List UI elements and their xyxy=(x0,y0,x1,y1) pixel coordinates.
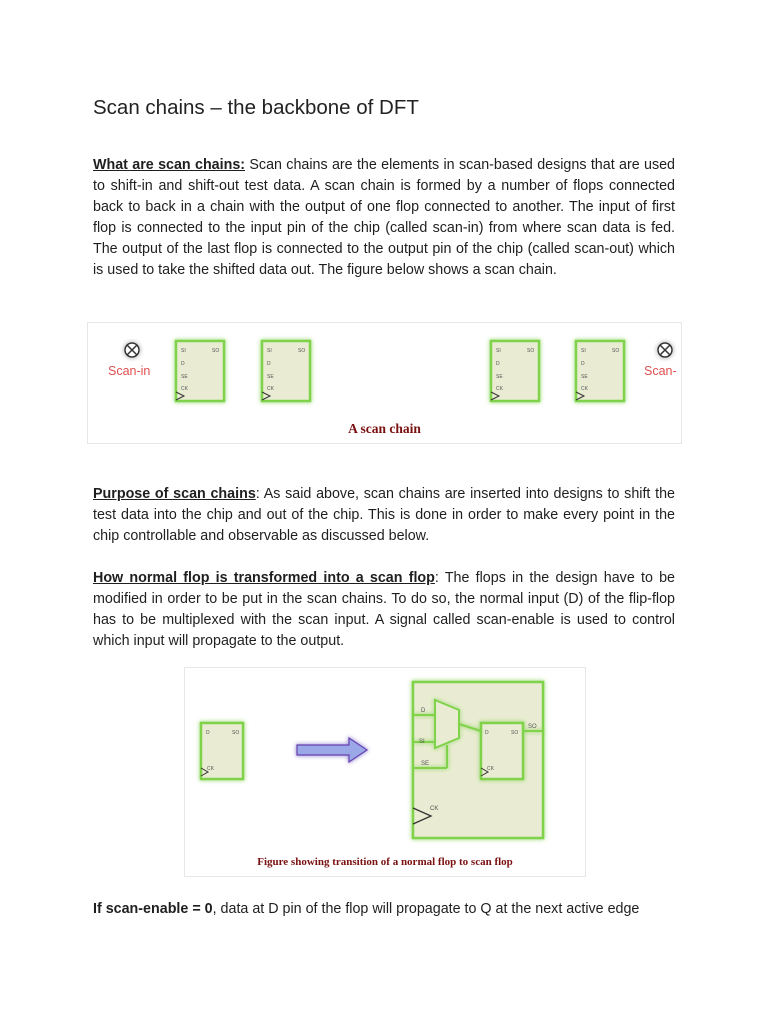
flop-ck-pin: CK xyxy=(496,386,503,392)
scan-flop-1 xyxy=(176,341,224,401)
if-se-text: , data at D pin of the flop will propagate to Q at the next active edge xyxy=(212,901,640,917)
transform-arrow-icon xyxy=(297,738,367,762)
what-text: Scan chains are the elements in scan-based designs that are used to shift-in and shift-out test data. A scan chain is formed by a number of flops connected back to back in a chain with the output of one flop connected to another. The input of first flop is connected to the input pin of the chip (called scan-in) from where scan data is fed. The output of the last flop is connected to the output pin of the chip (called scan-out) which is used to take the shifted data out. The figure below shows a scan chain. xyxy=(93,157,675,278)
flop-so-pin: SO xyxy=(527,348,535,354)
flop-se-pin: SE xyxy=(267,374,274,380)
scan-flop-d-pin: D xyxy=(421,708,426,714)
how-heading: How normal flop is transformed into a scan flop xyxy=(93,570,435,586)
flop-ck-pin: CK xyxy=(181,386,188,392)
flop-d-pin: D xyxy=(581,361,585,367)
inner-flop-so-pin: SO xyxy=(511,730,519,736)
flop-se-pin: SE xyxy=(496,374,503,380)
if-se-paragraph xyxy=(93,899,675,920)
inner-flop-ck-pin: CK xyxy=(487,766,494,772)
normal-flop-d-pin: D xyxy=(206,730,210,736)
flop-so-pin: SO xyxy=(298,348,306,354)
flop-se-pin: SE xyxy=(181,374,188,380)
how-text: : The flops in the design have to be modified in order to be put in the scan chains. To do so, the normal input (D) of the flip-flop has to be multiplexed with the scan input. A signal called scan-enable is used to control which input will propagate to the output. xyxy=(93,570,675,649)
flop-d-pin: D xyxy=(181,361,185,367)
flop-si-pin: SI xyxy=(581,348,586,354)
purpose-paragraph xyxy=(93,484,675,547)
scan-flop-ck-pin: CK xyxy=(430,806,439,812)
scan-flop-figure xyxy=(184,667,586,877)
what-heading: What are scan chains: xyxy=(93,157,246,173)
scan-flop-3 xyxy=(491,341,539,401)
inner-flop-d-pin: D xyxy=(485,730,489,736)
scan-flop-se-pin: SE xyxy=(421,761,430,767)
purpose-heading: Purpose of scan chains xyxy=(93,486,256,502)
if-se-heading: If scan-enable = 0 xyxy=(93,901,213,917)
scan-flop-so-pin: SO xyxy=(528,724,537,730)
scan-flop-si-pin: SI xyxy=(419,739,425,745)
flop-si-pin: SI xyxy=(267,348,272,354)
scan-flop-2 xyxy=(262,341,310,401)
flop-ck-pin: CK xyxy=(581,386,588,392)
normal-flop-ck-pin: CK xyxy=(207,766,214,772)
flop-se-pin: SE xyxy=(581,374,588,380)
scan-in-label: Scan-in xyxy=(108,364,151,378)
scan-flop-4 xyxy=(576,341,624,401)
scan-in-port-icon xyxy=(125,343,139,357)
flop-so-pin: SO xyxy=(612,348,620,354)
scan-chain-diagram xyxy=(88,323,681,413)
flop-d-pin: D xyxy=(496,361,500,367)
scan-out-port-icon xyxy=(658,343,672,357)
flop-ck-pin: CK xyxy=(267,386,274,392)
normal-flop xyxy=(201,723,243,779)
flop-d-pin: D xyxy=(267,361,271,367)
flop-si-pin: SI xyxy=(181,348,186,354)
scan-out-label: Scan- xyxy=(644,364,677,378)
page-title: Scan chains – the backbone of DFT xyxy=(93,96,419,119)
flop-so-pin: SO xyxy=(212,348,220,354)
scan-chain-caption: A scan chain xyxy=(348,421,421,436)
what-paragraph xyxy=(93,155,675,281)
flop-si-pin: SI xyxy=(496,348,501,354)
scan-flop xyxy=(413,682,543,838)
scan-flop-diagram xyxy=(185,668,585,848)
scan-flop-caption: Figure showing transition of a normal flop to scan flop xyxy=(257,856,513,868)
scan-chain-figure xyxy=(87,322,682,444)
purpose-text: : As said above, scan chains are inserted into designs to shift the test data into the chip and out of the chip. This is done in order to make every point in the chip controllable and observable as discussed below. xyxy=(93,486,675,544)
normal-flop-so-pin: SO xyxy=(232,730,240,736)
how-paragraph xyxy=(93,568,675,652)
